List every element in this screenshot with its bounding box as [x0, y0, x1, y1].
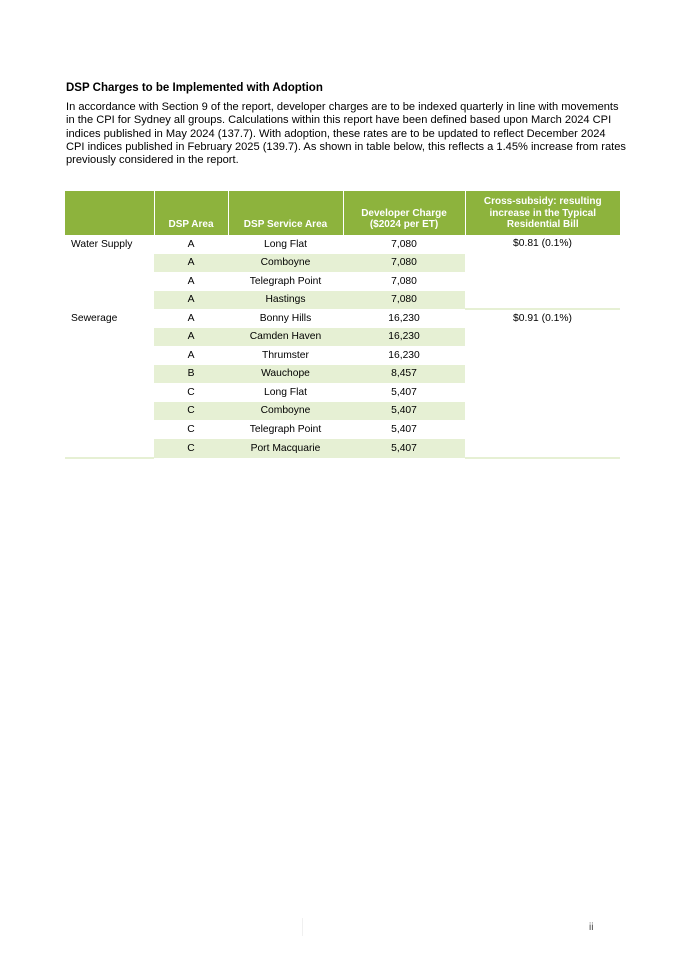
section-heading: DSP Charges to be Implemented with Adoption [66, 82, 323, 94]
charge-cell: 7,080 [343, 291, 465, 310]
area-cell: A [187, 275, 195, 287]
service-area-cell: Port Macquarie [228, 439, 343, 459]
area-cell: C [187, 423, 195, 435]
header-service [65, 191, 154, 235]
area-cell: A [154, 254, 228, 273]
area-cell: B [154, 365, 228, 384]
table-row [65, 309, 620, 328]
charge-cell: 8,457 [343, 365, 465, 384]
charge-cell: 16,230 [388, 349, 420, 361]
service-area-cell: Camden Haven [228, 328, 343, 347]
table-row [65, 235, 620, 254]
service-cell: Water Supply [71, 238, 133, 250]
header-dsp-area: DSP Area [154, 191, 228, 235]
service-area-cell: Thrumster [262, 349, 309, 361]
area-cell: A [187, 312, 195, 324]
service-area-cell: Hastings [228, 291, 343, 310]
area-cell: A [187, 349, 195, 361]
body-paragraph: In accordance with Section 9 of the report, developer charges are to be indexed quarterly in line with movements in the CPI for Sydney all groups. Calculations within this report have been defined based upon March 2024 CPI indices published in May 2024 (137.7). With adoption, these rates are to be updated to reflect December 2024 CPI indices published in February 2025 (139.7). As shown in table below, this reflects a 1.45% increase from rates previously considered in the report. [66, 101, 626, 167]
service-cell: Sewerage [71, 312, 118, 324]
service-cell [65, 439, 154, 459]
subsidy-cell: $0.81 (0.1%) [465, 235, 620, 309]
footer-divider [302, 918, 303, 936]
charge-cell: 7,080 [391, 238, 417, 250]
service-cell [65, 383, 154, 402]
charge-cell: 7,080 [343, 254, 465, 273]
header-cross-subsidy: Cross-subsidy: resulting increase in the Typical Residential Bill [465, 191, 620, 235]
service-cell [65, 365, 154, 384]
charge-cell: 5,407 [343, 402, 465, 421]
service-area-cell: Telegraph Point [249, 423, 322, 435]
charge-cell: 5,407 [391, 423, 417, 435]
service-cell [65, 328, 154, 347]
charge-cell: 7,080 [391, 275, 417, 287]
area-cell: A [154, 328, 228, 347]
charge-cell: 5,407 [391, 386, 417, 398]
subsidy-cell: $0.91 (0.1%) [465, 309, 620, 458]
page-number: ii [589, 922, 594, 933]
service-area-cell: Telegraph Point [249, 275, 322, 287]
charge-cell: 5,407 [343, 439, 465, 459]
table-header-row [65, 191, 620, 235]
area-cell: C [187, 386, 195, 398]
service-cell [65, 291, 154, 310]
service-area-cell: Long Flat [264, 386, 307, 398]
charge-cell: 16,230 [388, 312, 420, 324]
service-cell [65, 346, 154, 365]
service-area-cell: Comboyne [228, 254, 343, 273]
dsp-charges-table [65, 191, 620, 459]
header-dsp-service-area: DSP Service Area [228, 191, 343, 235]
service-area-cell: Bonny Hills [259, 312, 312, 324]
service-area-cell: Comboyne [228, 402, 343, 421]
charge-cell: 16,230 [343, 328, 465, 347]
area-cell: C [154, 402, 228, 421]
header-developer-charge: Developer Charge ($2024 per ET) [343, 191, 465, 235]
service-area-cell: Wauchope [228, 365, 343, 384]
service-area-cell: Long Flat [264, 238, 307, 250]
service-cell [65, 402, 154, 421]
area-cell: A [154, 291, 228, 310]
area-cell: C [154, 439, 228, 459]
service-cell [65, 420, 154, 439]
area-cell: A [187, 238, 195, 250]
service-cell [65, 254, 154, 273]
service-cell [65, 272, 154, 291]
